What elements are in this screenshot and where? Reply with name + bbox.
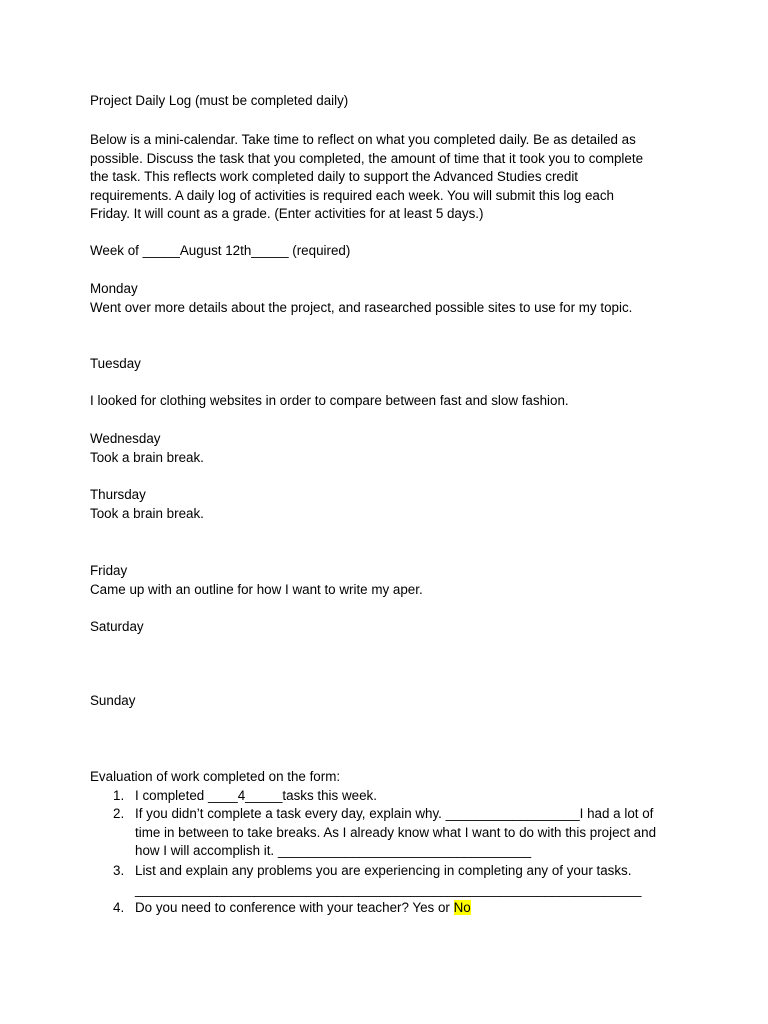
- item-number-3: 3.: [113, 863, 125, 878]
- thursday-entry: Took a brain break.: [90, 506, 204, 521]
- saturday-label: Saturday: [90, 619, 144, 634]
- evaluation-question-2-line-1: If you didn’t complete a task every day, explain why. __________________I had a lot of: [135, 806, 654, 821]
- highlighted-answer-no: No: [453, 900, 471, 915]
- friday-entry: Came up with an outline for how I want to write my aper.: [90, 582, 423, 597]
- evaluation-question-3-line-1: List and explain any problems you are experiencing in completing any of your tasks.: [135, 863, 632, 878]
- intro-line-1: Below is a mini-calendar. Take time to reflect on what you completed daily. Be as detailed as: [90, 132, 636, 147]
- sunday-label: Sunday: [90, 693, 136, 708]
- thursday-label: Thursday: [90, 487, 146, 502]
- intro-line-4: requirements. A daily log of activities is required each week. You will submit this log each: [90, 188, 614, 203]
- tuesday-label: Tuesday: [90, 356, 141, 371]
- item-number-4: 4.: [113, 900, 125, 915]
- document-title: Project Daily Log (must be completed daily): [90, 93, 349, 108]
- item-number-1: 1.: [113, 788, 125, 803]
- evaluation-question-1: I completed ____4_____tasks this week.: [135, 788, 377, 803]
- evaluation-question-4-prefix: Do you need to conference with your teacher? Yes or: [135, 900, 454, 915]
- monday-label: Monday: [90, 281, 138, 296]
- wednesday-entry: Took a brain break.: [90, 450, 204, 465]
- intro-line-3: the task. This reflects work completed daily to support the Advanced Studies credit: [90, 169, 579, 184]
- evaluation-question-2-line-3: how I will accomplish it. __________________________________: [135, 843, 532, 858]
- intro-line-5: Friday. It will count as a grade. (Enter activities for at least 5 days.): [90, 206, 484, 221]
- intro-line-2: possible. Discuss the task that you completed, the amount of time that it took you to complete: [90, 151, 644, 166]
- wednesday-label: Wednesday: [90, 431, 161, 446]
- evaluation-question-2-line-2: time in between to take breaks. As I already know what I want to do with this project and: [135, 825, 657, 840]
- tuesday-entry: I looked for clothing websites in order to compare between fast and slow fashion.: [90, 393, 569, 408]
- evaluation-question-3-answer-line: ____________________________________________________________________: [135, 882, 642, 897]
- week-of-line: Week of _____August 12th_____ (required): [90, 243, 351, 258]
- evaluation-heading: Evaluation of work completed on the form:: [90, 769, 341, 784]
- monday-entry: Went over more details about the project, and rasearched possible sites to use for my topic.: [90, 300, 633, 315]
- evaluation-question-4: [135, 898, 471, 917]
- friday-label: Friday: [90, 563, 128, 578]
- item-number-2: 2.: [113, 806, 125, 821]
